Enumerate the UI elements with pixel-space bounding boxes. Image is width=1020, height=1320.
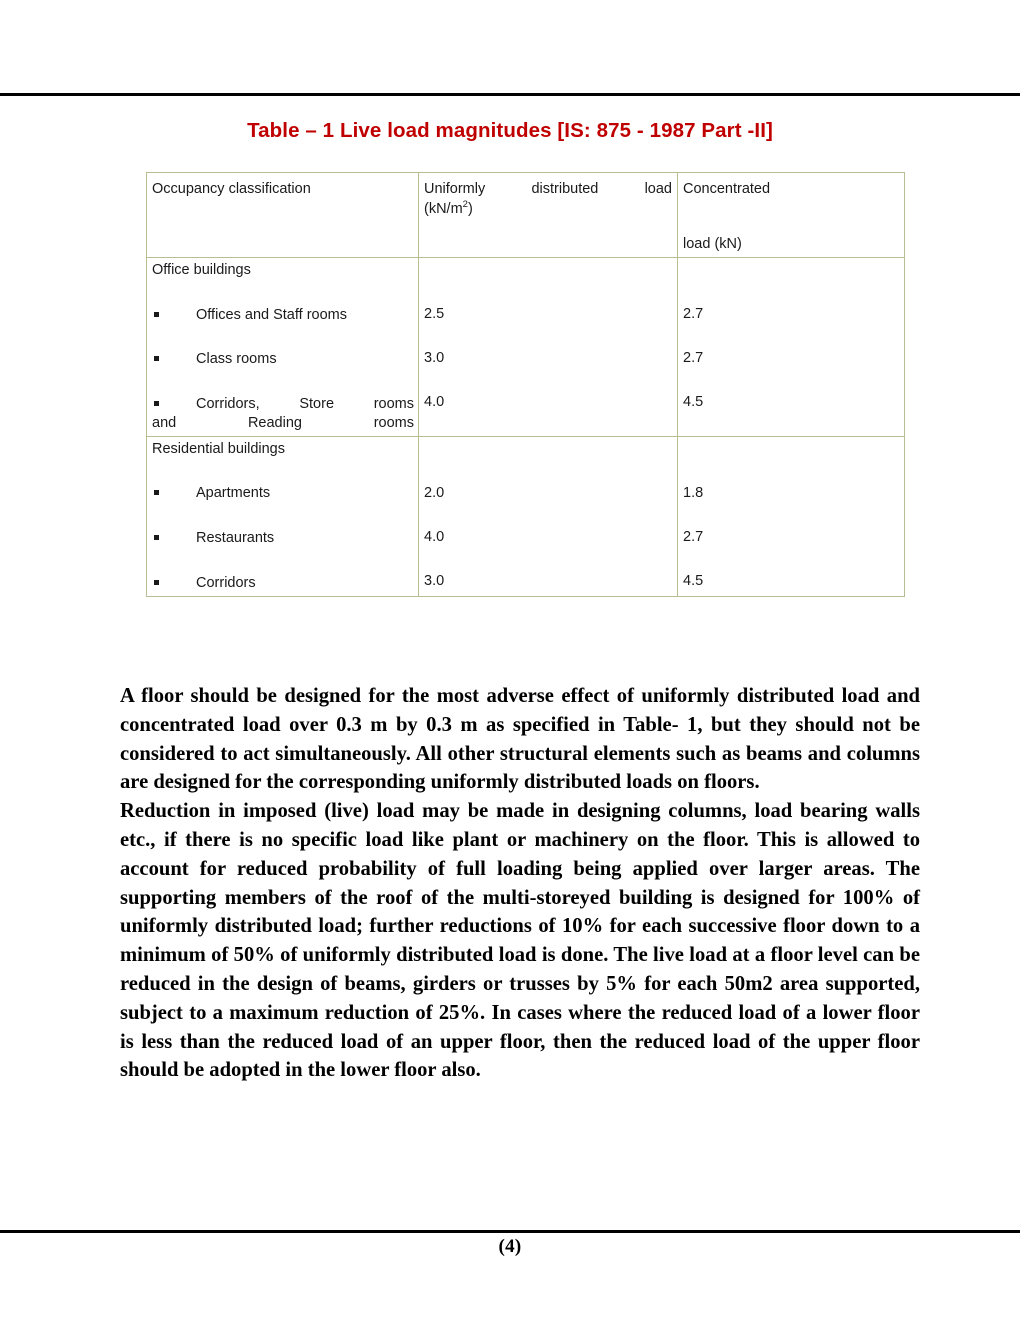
list-item-label: Offices and Staff rooms [196, 306, 347, 323]
value-spacer [683, 440, 900, 458]
value-udl: 4.0 [424, 394, 445, 410]
table-row [147, 436, 905, 596]
footer-divider-rule [0, 1230, 1020, 1233]
paragraph-load-reduction: Reduction in imposed (live) load may be made in designing columns, load bearing walls etc., if there is no specific load like plant or machinery on the floor. This is allowed to account for reduced probability of full loading being applied over larger areas. The supporting members of the roof of the multi-storeyed building is designed for 100% of uniformly distributed load; further reductions of 10% for each successive floor down to a minimum of 50% of uniformly distributed load is done. The live load at a floor level can be reduced in the design of beams, girders or trusses by 5% for each 50m2 area supported, subject to a maximum reduction of 25%. In cases where the reduced load of a lower floor is less than the reduced load of an upper floor, then the reduced load of the upper floor should be adopted in the lower floor also. [120, 800, 920, 1082]
bullet-icon [154, 356, 159, 361]
header-label-concentrated-line2: load (kN) [683, 235, 742, 252]
group-list-residential [152, 484, 414, 593]
header-divider-rule [0, 93, 1020, 96]
bullet-icon [154, 580, 159, 585]
value-spacer [424, 440, 673, 458]
value-list-udl-residential [424, 484, 673, 590]
value-cell-concentrated-office [678, 258, 905, 437]
list-item [152, 484, 414, 503]
list-item-label: Restaurants [196, 530, 275, 547]
bullet-icon [154, 490, 159, 495]
value-spacer [683, 261, 900, 279]
value-udl: 4.0 [424, 528, 445, 545]
page-number: (4) [498, 1236, 522, 1257]
header-cell-concentrated [678, 173, 905, 258]
value-concentrated: 4.5 [683, 394, 704, 410]
udl-units-suffix: ) [467, 200, 473, 217]
paragraph-floor-design: A floor should be designed for the most adverse effect of uniformly distributed load and concentrated load over 0.3 m by 0.3 m as specified in Table- 1, but they should not be considered to act simultaneously. All other structural elements such as beams and columns are designed for the corresponding uniformly distributed loads on floors. [120, 685, 920, 794]
list-item [152, 529, 414, 548]
value-cell-udl-residential [419, 436, 678, 596]
value-cell-concentrated-residential [678, 436, 905, 596]
header-label-udl-units [424, 199, 673, 218]
list-item [152, 574, 414, 593]
live-load-table [146, 172, 905, 597]
value-concentrated: 4.5 [683, 572, 704, 589]
group-list-office [152, 306, 414, 433]
value-list-concentrated-office [683, 305, 900, 411]
value-udl: 3.0 [424, 350, 445, 366]
value-udl: 3.0 [424, 572, 445, 589]
group-cell-residential [147, 436, 419, 596]
value-concentrated: 2.7 [683, 350, 704, 366]
list-item-label: Corridors [196, 575, 256, 592]
udl-units-prefix: (kN/m [424, 200, 463, 217]
value-spacer [424, 261, 673, 279]
table-header-row [147, 173, 905, 258]
bullet-icon [154, 401, 159, 406]
header-cell-occupancy [147, 173, 419, 258]
list-item-label-continued: and Reading rooms [152, 415, 414, 432]
list-item [152, 306, 414, 325]
value-concentrated: 2.7 [683, 528, 704, 545]
group-cell-office [147, 258, 419, 437]
value-concentrated: 2.7 [683, 306, 704, 322]
value-udl: 2.5 [424, 306, 445, 322]
body-content [120, 682, 920, 1085]
header-cell-udl [419, 173, 678, 258]
value-cell-udl-office [419, 258, 678, 437]
list-item-label: Class rooms [196, 351, 277, 368]
header-label-concentrated-line1: Concentrated [683, 181, 771, 197]
table-row [147, 258, 905, 437]
bullet-icon [154, 535, 159, 540]
value-list-udl-office [424, 305, 673, 411]
bullet-icon [154, 312, 159, 317]
group-heading-office: Office buildings [152, 262, 251, 278]
value-concentrated: 1.8 [683, 484, 704, 501]
header-label-occupancy: Occupancy classification [152, 181, 311, 197]
list-item-label: Corridors, Store rooms [196, 396, 414, 413]
list-item [152, 350, 414, 369]
value-list-concentrated-residential [683, 484, 900, 590]
table-title: Table – 1 Live load magnitudes [IS: 875 - 1987 Part -II] [247, 119, 773, 142]
group-heading-residential: Residential buildings [152, 440, 285, 457]
list-item [152, 395, 414, 433]
udl-units-superscript: 2 [462, 198, 468, 210]
header-label-udl: Uniformly distributed load [424, 181, 672, 197]
value-udl: 2.0 [424, 484, 445, 501]
list-item-label: Apartments [196, 485, 271, 502]
